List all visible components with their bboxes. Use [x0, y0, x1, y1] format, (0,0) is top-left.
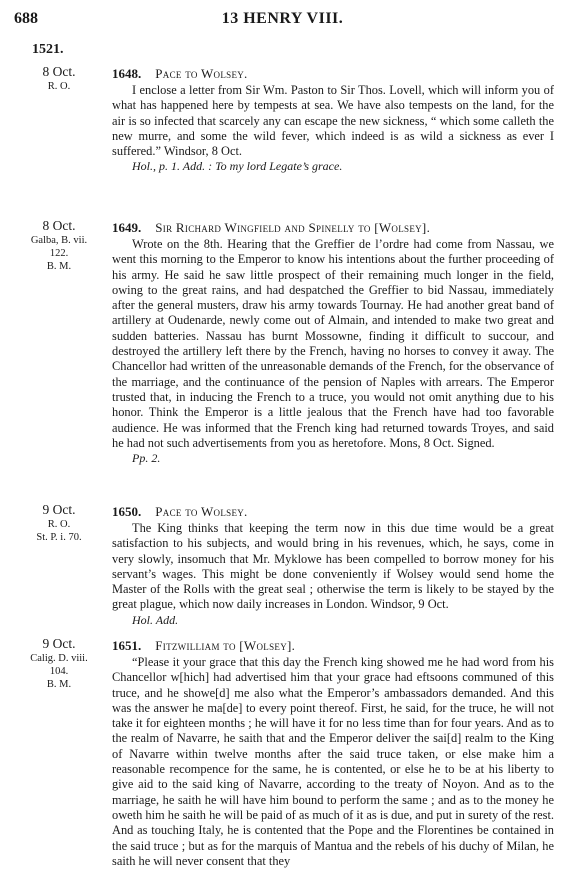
entry-note: Hol., p. 1. Add. : To my lord Legate’s grace.: [132, 159, 343, 174]
entry-body: [112, 66, 554, 174]
page-number: 688: [14, 10, 38, 27]
entry-text: The King thinks that keeping the term now in this due time would be a great satisfaction to his subjects, and would bring in his revenues, which, he says, come in very slowly, insomuch that Mr. Myklowe has been compelled to borrow money for his servant’s wages. This might be done conveniently if Wolsey would send home the Master of the Rolls with the great seal ; otherwise the term is likely to be stayed by the great plague, which now daily increases in London. Windsor, 9 Oct.: [112, 521, 554, 612]
entry-ref: St. P. i. 70.: [36, 532, 82, 543]
entry-note: Pp. 2.: [132, 451, 161, 466]
entry-title: Fitzwilliam to [Wolsey].: [155, 638, 296, 653]
entry-body: [112, 638, 554, 869]
entry-note: Hol. Add.: [132, 612, 179, 627]
entry-date: 8 Oct.: [42, 64, 76, 79]
entry-margin: [14, 218, 104, 273]
entry-body: [112, 220, 554, 466]
entry-margin: [14, 502, 104, 544]
entry-date: 8 Oct.: [42, 218, 76, 233]
entry-ref: R. O.: [47, 81, 71, 92]
running-title: 13 HENRY VIII.: [221, 10, 344, 27]
entry-date: 9 Oct.: [42, 502, 76, 517]
entry-heading: [112, 66, 554, 82]
entry-body: [112, 504, 554, 628]
entry-ref: B. M.: [46, 679, 72, 690]
entry-heading: [112, 220, 554, 236]
entry-date: 9 Oct.: [42, 636, 76, 651]
entry-text: I enclose a letter from Sir Wm. Paston to Sir Thos. Lovell, which will inform you of what has happened here by tempests at sea. We have also tempests on the land, for the air is so infected that scarcely any can escape the new sickness, “ which some calleth the new murre, and some the wild fever, which indeed is as wild a sickness as ever I suffered.” Windsor, 8 Oct.: [112, 83, 554, 159]
page-header: [14, 6, 551, 30]
entry-number: 1648.: [112, 66, 142, 81]
entry-margin: [14, 636, 104, 691]
entry-heading: [112, 504, 554, 520]
entry-text: Wrote on the 8th. Hearing that the Greffier de l’ordre had come from Nassau, we went this morning to the Emperor to know his intentions about the further proceeding of his army. He said he saw little prospect of their remaining much longer in the field, owing to the great rains, and had despatched the Greffier to bid Nassau, immediately after the general musters, draw his army towards Tournay. He had another great band of artillery at Oudenarde, newly come out of Almain, and intended to make two great and sudden batteries. Nassau has burnt Mossowne, finding it difficult to succour, and destroyed the artillery left there by the French, having no horses to convey it away. The Chancellor had written of the unreasonable demands of the French, for the observance of the marriage, and the continuance of the pension of Naples with arrears. The Emperor trusted that, in inducing the French to a truce, you would not omit anything due to his honor. Think the Emperor is a little jealous that the French have had too favorable audience. He was informed that the French king had returned towards Troyes, and said he had not such advertisements from you as heretofore. Mons, 8 Oct. Signed.: [112, 237, 554, 450]
entry-margin: [14, 64, 104, 93]
entry-ref: Calig. D. viii.: [30, 653, 88, 664]
entry-number: 1650.: [112, 504, 142, 519]
entry-number: 1649.: [112, 220, 142, 235]
entry-title: Sir Richard Wingfield and Spinelly to [Wolsey].: [155, 220, 431, 235]
entry-ref: R. O.: [47, 519, 71, 530]
entry-ref: 122.: [49, 248, 69, 259]
entry-title: Pace to Wolsey.: [155, 504, 248, 519]
entry-ref: Galba, B. vii.: [30, 235, 88, 246]
entry-title: Pace to Wolsey.: [155, 66, 248, 81]
entry-text: “Please it your grace that this day the French king showed me he had word from his Chancellor w[hich] had advertised him that your grace had eftsoons communed of this truce, and he showe[d] me also what the Emperor’s ambassadors demanded. And this was the answer he ma[de] to every point thereof. First, he said, for the truce, he will not take it for eighteen months ; he will have it for no less time than for four years. And as to the realm of Navarre, he saith that and the Emperor deliver the sai[d] realm to the King of Navarre within twelve months after the said truce taken, or else make him a reasonable recompence for the same, he is contented, or else he to be at his liberty to give aid to the said king of Navarre, according to the treaty of Noyon. And as to the marriage, he saith he will have him bound to perform the same ; and as to the money he oweth him he saith he will be paid of as much of it as is due, and put in surety of the rest. And as touching Italy, he is contented that the Pope and the Florentines be contained in the said truce ; but as for the marquis of Mantua and the rebels of his duchy of Milan, he saith he will never consent that they: [112, 655, 554, 868]
entry-ref: B. M.: [46, 261, 72, 272]
entry-ref: 104.: [49, 666, 69, 677]
entry-number: 1651.: [112, 638, 142, 653]
entry-heading: [112, 638, 554, 654]
year-label: 1521.: [32, 42, 64, 57]
